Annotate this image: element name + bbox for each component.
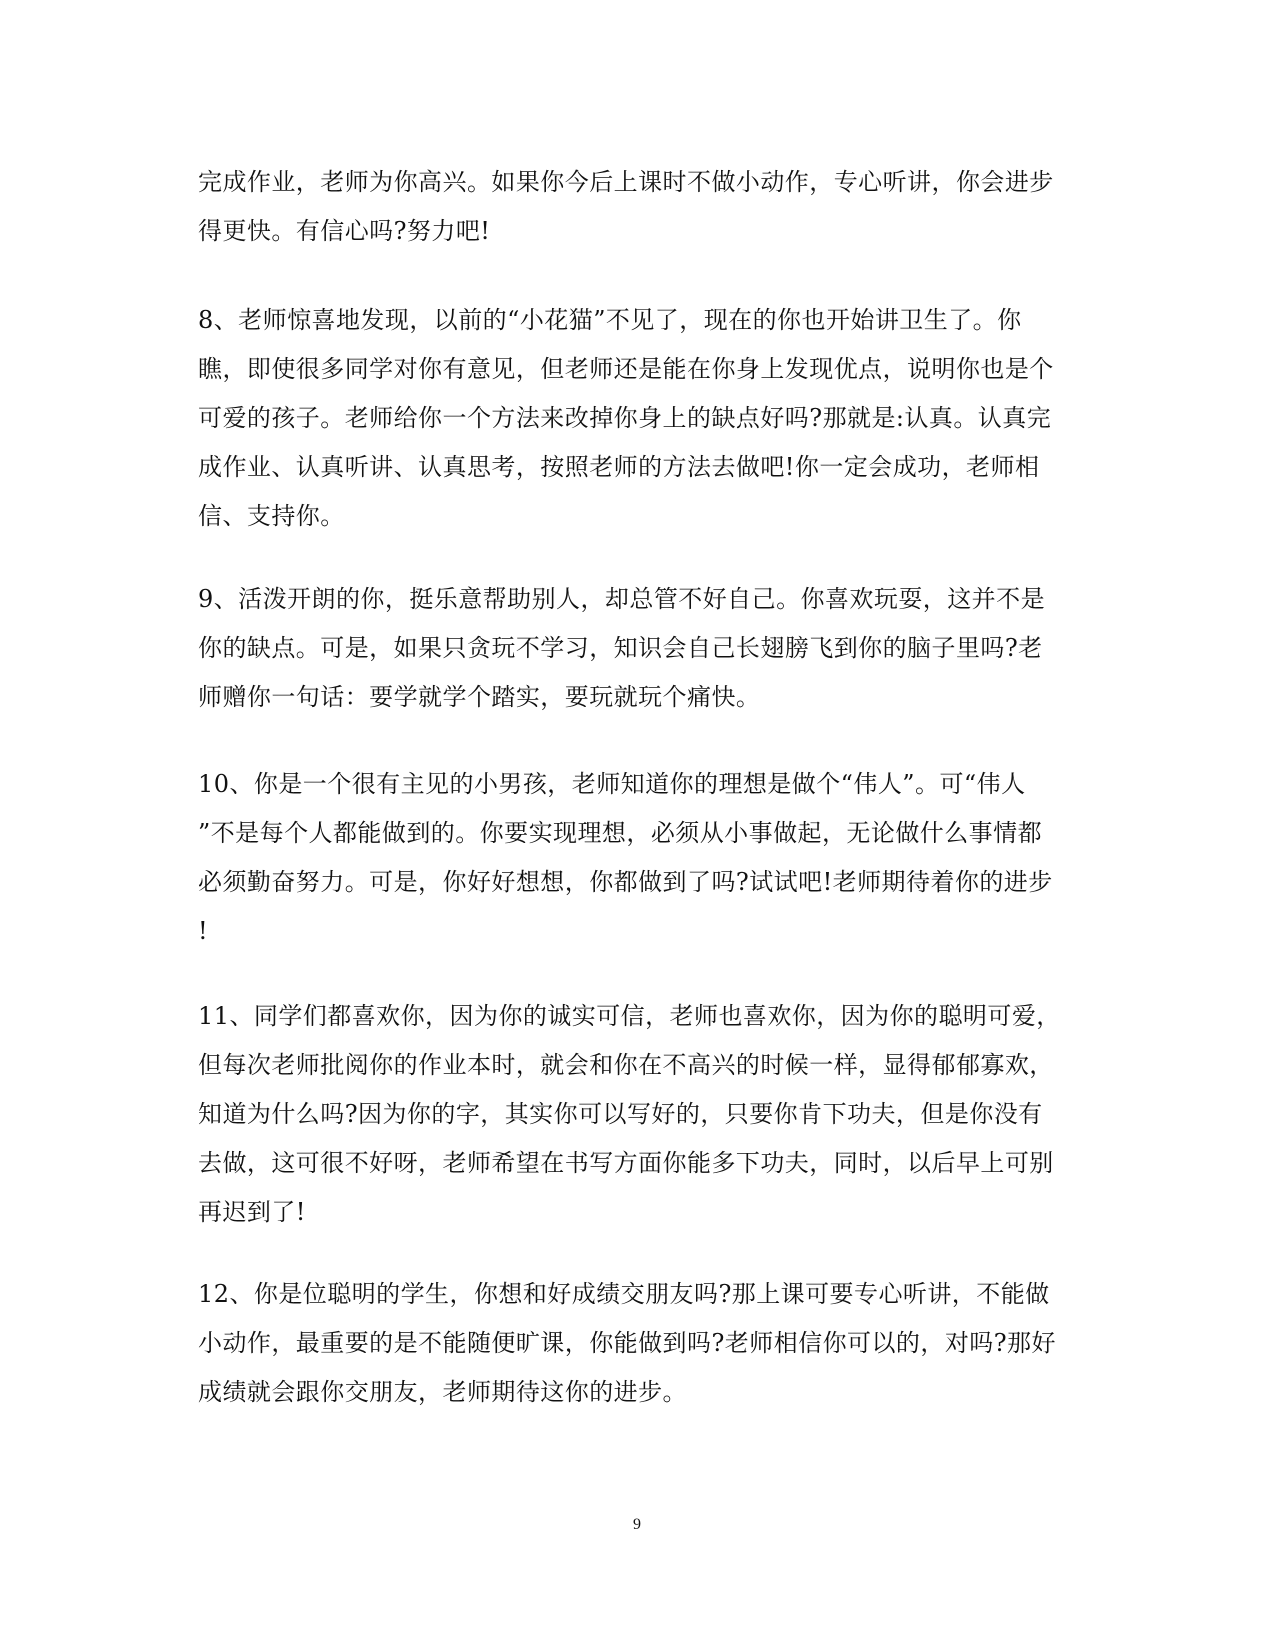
text-line: 可爱的孩子。老师给你一个方法来改掉你身上的缺点好吗?那就是:认真。认真完	[198, 404, 1052, 432]
text-line: 成绩就会跟你交朋友，老师期待这你的进步。	[198, 1378, 687, 1406]
text-line: 师赠你一句话：要学就学个踏实，要玩就玩个痛快。	[198, 683, 761, 711]
text-line: 你的缺点。可是，如果只贪玩不学习，知识会自己长翅膀飞到你的脑子里吗?老	[198, 634, 1043, 662]
text-line: !	[198, 917, 209, 945]
text-line: 信、支持你。	[198, 502, 345, 530]
text-line: 知道为什么吗?因为你的字，其实你可以写好的，只要你肯下功夫，但是你没有	[198, 1100, 1043, 1128]
text-line: 11、同学们都喜欢你，因为你的诚实可信，老师也喜欢你，因为你的聪明可爱，	[198, 1002, 1061, 1030]
paragraph-8	[198, 296, 1054, 541]
text-line: 小动作，最重要的是不能随便旷课，你能做到吗?老师相信你可以的，对吗?那好	[198, 1329, 1056, 1357]
text-line: 8、老师惊喜地发现，以前的“小花猫”不见了，现在的你也开始讲卫生了。你	[198, 306, 1022, 334]
paragraph-12	[198, 1270, 1056, 1417]
text-line: 再迟到了!	[198, 1198, 306, 1226]
text-line: 成作业、认真听讲、认真思考，按照老师的方法去做吧!你一定会成功，老师相	[198, 453, 1040, 481]
text-line: 完成作业，老师为你高兴。如果你今后上课时不做小动作，专心听讲，你会进步	[198, 168, 1054, 196]
paragraph-9	[198, 575, 1045, 722]
text-line: 10、你是一个很有主见的小男孩，老师知道你的理想是做个“伟人”。可“伟人	[198, 770, 1026, 798]
text-line: 必须勤奋努力。可是，你好好想想，你都做到了吗?试试吧!老师期待着你的进步	[198, 868, 1053, 896]
paragraph-7-continued	[198, 158, 1054, 256]
text-line: 12、你是位聪明的学生，你想和好成绩交朋友吗?那上课可要专心听讲，不能做	[198, 1280, 1050, 1308]
paragraph-10	[198, 760, 1053, 956]
paragraph-11	[198, 992, 1061, 1237]
text-line: 得更快。有信心吗?努力吧!	[198, 217, 491, 245]
text-line: 9、活泼开朗的你，挺乐意帮助别人，却总管不好自己。你喜欢玩耍，这并不是	[198, 585, 1046, 613]
text-line: 去做，这可很不好呀，老师希望在书写方面你能多下功夫，同时，以后早上可别	[198, 1149, 1054, 1177]
text-line: 瞧，即使很多同学对你有意见，但老师还是能在你身上发现优点，说明你也是个	[198, 355, 1054, 383]
page-number: 9	[633, 1516, 641, 1533]
text-line: 但每次老师批阅你的作业本时，就会和你在不高兴的时候一样，显得郁郁寡欢，	[198, 1051, 1054, 1079]
text-line: ”不是每个人都能做到的。你要实现理想，必须从小事做起，无论做什么事情都	[198, 819, 1043, 847]
